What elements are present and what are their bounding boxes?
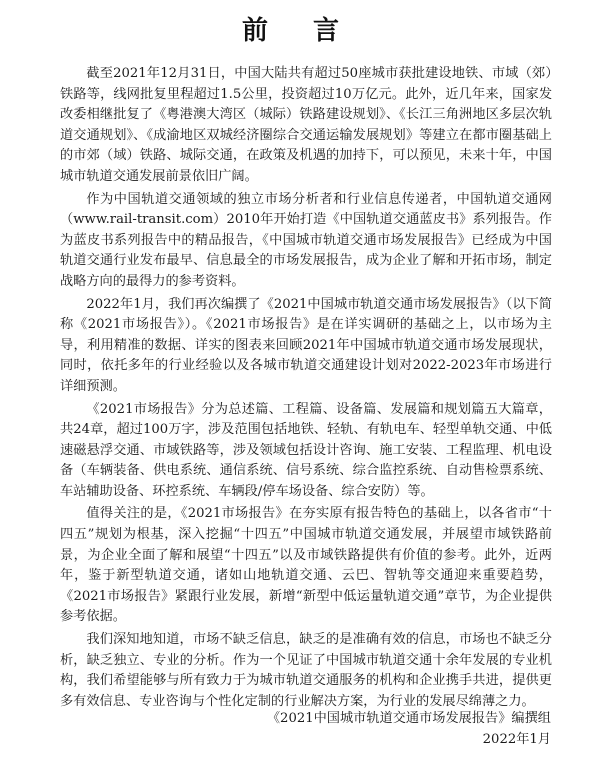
paragraph-1: 截至2021年12月31日，中国大陆共有超过50座城市获批建设地铁、市域（郊）铁路等，线网批复里程超过1.5公里，投资超过10万亿元。此外，近几年来，国家发改委相继批复了《粤港澳大湾区（城际）铁路建设规划》、《长江三角洲地区多层次轨道交通规划》、《成渝地区双城经济圈综合交通运输发展规划》等建立在都市圈基础上的市郊（域）铁路、城际交通，在政策及机遇的加持下，可以预见，未来十年，中国城市轨道交通发展前景依旧广阔。 bbox=[60, 66, 552, 184]
preface-body bbox=[60, 64, 552, 714]
signature-block bbox=[151, 708, 551, 750]
paragraph-2: 作为中国轨道交通领域的独立市场分析者和行业信息传递者，中国轨道交通网（www.rail-transit.com）2010年开始打造《中国轨道交通蓝皮书》系列报告。作为蓝皮书系列报告中的精品报告，《中国城市轨道交通市场发展报告》已经成为中国轨道交通行业发布最早、信息最全的市场发展报告，成为企业了解和开拓市场，制定战略方向的最得力的参考资料。 bbox=[60, 191, 552, 289]
paragraph-5: 值得关注的是，《2021市场报告》在夯实原有报告特色的基础上，以各省市“十四五”规划为根基，深入挖掘“十四五”中国城市轨道交通发展，并展望市域铁路前景，为企业全面了解和展望“十四五”以及市域铁路提供有价值的参考。此外，近两年，鉴于新型轨道交通，诸如山地轨道交通、云巴、智轨等交通迎来重要趋势，《2021市场报告》紧跟行业发展，新增“新型中低运量轨道交通”章节，为企业提供参考依据。 bbox=[60, 506, 552, 625]
date: 2022年1月 bbox=[482, 732, 551, 747]
paragraph-4: 《2021市场报告》分为总述篇、工程篇、设备篇、发展篇和规划篇五大篇章，共24章，超过100万字，涉及范围包括地铁、轻轨、有轨电车、轻型单轨交通、中低速磁悬浮交通、市域铁路等，涉及领域包括设计咨询、施工安装、工程监理、机电设备（车辆装备、供电系统、通信系统、信号系统、综合监控系统、自动售检票系统、车站辅助设备、环控系统、车辆段/停车场设备、综合安防）等。 bbox=[60, 401, 552, 499]
page-title: 前 言 bbox=[241, 16, 358, 46]
signature: 《2021中国城市轨道交通市场发展报告》编撰组 bbox=[266, 711, 551, 726]
paragraph-6: 我们深知地知道，市场不缺乏信息，缺乏的是准确有效的信息，市场也不缺乏分析，缺乏独立、专业的分析。作为一个见证了中国城市轨道交通十余年发展的专业机构，我们希望能够与所有致力于为城市轨道交通服务的机构和企业携手共进，提供更多有效信息、专业咨询与个性化定制的行业解决方案，为行业的发展尽绵薄之力。 bbox=[60, 632, 552, 709]
paragraph-3: 2022年1月，我们再次编撰了《2021中国城市轨道交通市场发展报告》（以下简称《2021市场报告》）。《2021市场报告》是在详实调研的基础之上，以市场为主导，利用精准的数据、详实的图表来回顾2021年中国城市轨道交通市场发展现状，同时，依托多年的行业经验以及各城市轨道交通建设计划对2022-2023年市场进行详细预测。 bbox=[60, 296, 552, 394]
